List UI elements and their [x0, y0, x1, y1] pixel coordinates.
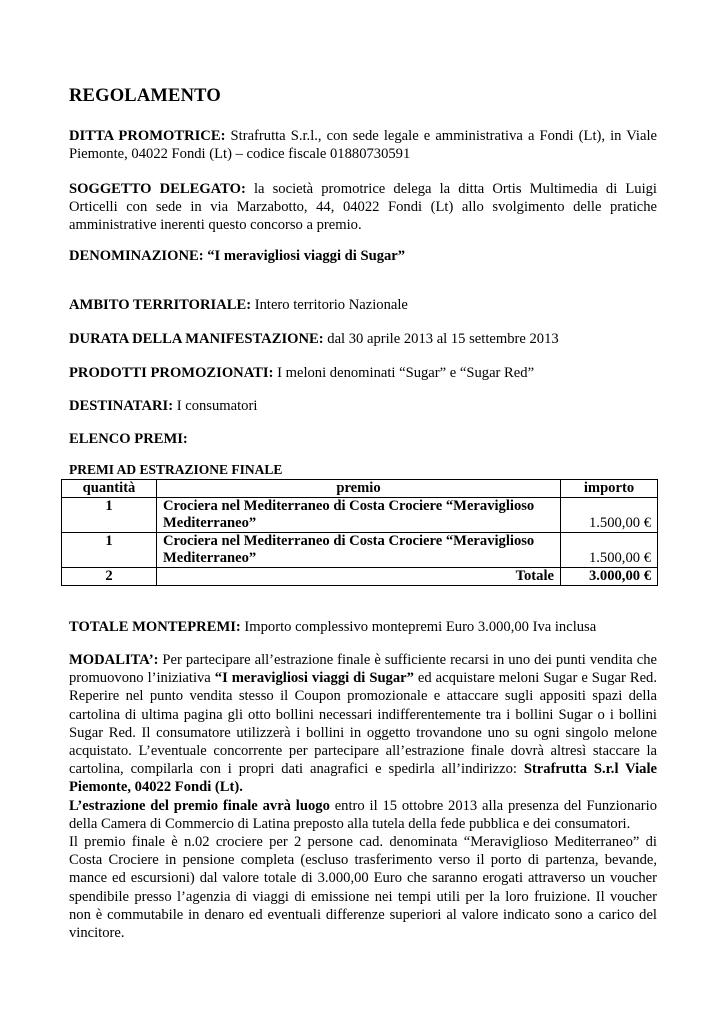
row-amount: 1.500,00 €: [561, 533, 658, 568]
row-quantity: 1: [62, 498, 157, 533]
destinatari-label: DESTINATARI:: [69, 398, 174, 414]
table-caption: PREMI AD ESTRAZIONE FINALE: [69, 462, 283, 477]
table-row: [62, 498, 658, 533]
ditta-promotrice-label: DITTA PROMOTRICE:: [69, 128, 226, 144]
total-label: Totale: [157, 568, 561, 586]
modalita-text-3: entro il 15 ottobre 2013 alla presenza del Funzionario della Camera di Commercio di Latina preposto alla tutela della fede pubblica e dei consumatori.: [69, 797, 658, 832]
prodotti-text: I meloni denominati “Sugar” e “Sugar Red”: [273, 365, 535, 381]
modalita-address: Strafrutta S.r.l Viale Piemonte, 04022 Fondi (Lt).: [69, 761, 657, 796]
table-total-row: [62, 568, 658, 586]
modalita-label: MODALITA’:: [69, 652, 159, 668]
elenco-premi-heading: [69, 430, 657, 448]
montepremi-paragraph: [69, 618, 657, 636]
prodotti-paragraph: [69, 364, 657, 382]
modalita-text-2: ed acquistare meloni Sugar e Sugar Red. Reperire nel punto vendita stesso il Coupon promozionale e attaccare sugli appositi spazi della cartolina di ultima pagina gli otto bollini necessari indifferentemente tra i bollini Sugar o i bollini Sugar Red. Il consumatore utilizzerà i bollini in oggetto trovandone uno su ogni singolo melone acquistato. L’eventuale concorrente per partecipare all’estrazione finale dovrà altresì staccare la cartolina, compilarla con i propri dati anagrafici e spedirla all’indirizzo:: [69, 670, 657, 778]
destinatari-paragraph: [69, 397, 657, 415]
durata-label: DURATA DELLA MANIFESTAZIONE:: [69, 331, 324, 347]
modalita-paragraph: [69, 651, 657, 942]
document-title: REGOLAMENTO: [69, 86, 221, 106]
montepremi-text: Importo complessivo montepremi Euro 3.000,00 Iva inclusa: [240, 619, 597, 635]
prizes-table: [61, 479, 658, 586]
ambito-territoriale-text: Intero territorio Nazionale: [251, 297, 408, 313]
header-importo: importo: [561, 480, 658, 498]
soggetto-delegato-label: SOGGETTO DELEGATO:: [69, 181, 246, 197]
denominazione-label: DENOMINAZIONE:: [69, 248, 204, 264]
montepremi-label: TOTALE MONTEPREMI:: [69, 619, 241, 635]
table-row: [62, 533, 658, 568]
elenco-premi-label: ELENCO PREMI:: [69, 431, 188, 447]
header-premio: premio: [157, 480, 561, 498]
durata-text: dal 30 aprile 2013 al 15 settembre 2013: [323, 331, 559, 347]
modalita-campaign-name: “I meravigliosi viaggi di Sugar”: [214, 670, 414, 687]
row-quantity: 1: [62, 533, 157, 568]
table-header-row: [62, 480, 658, 498]
denominazione-text: “I meravigliosi viaggi di Sugar”: [203, 248, 406, 264]
total-quantity: 2: [62, 568, 157, 586]
modalita-text-1: Per partecipare all’estrazione finale è sufficiente recarsi in uno dei punti vendita che promuovono l’iniziativa: [69, 652, 657, 687]
row-amount: 1.500,00 €: [561, 498, 658, 533]
ambito-territoriale-paragraph: [69, 296, 657, 314]
durata-paragraph: [69, 330, 657, 348]
total-amount: 3.000,00 €: [561, 568, 658, 586]
ditta-promotrice-paragraph: [69, 127, 657, 163]
ditta-promotrice-text: Strafrutta S.r.l., con sede legale e amministrativa a Fondi (Lt), in Viale Piemonte, 04022 Fondi (Lt) – codice fiscale 01880730591: [69, 128, 657, 163]
denominazione-paragraph: [69, 247, 657, 265]
row-prize: Crociera nel Mediterraneo di Costa Crociere “Meraviglioso Mediterraneo”: [157, 533, 561, 568]
row-prize: Crociera nel Mediterraneo di Costa Crociere “Meraviglioso Mediterraneo”: [157, 498, 561, 533]
prodotti-label: PRODOTTI PROMOZIONATI:: [69, 365, 274, 381]
soggetto-delegato-paragraph: [69, 180, 657, 235]
ambito-territoriale-label: AMBITO TERRITORIALE:: [69, 297, 252, 313]
header-quantita: quantità: [62, 480, 157, 498]
modalita-estrazione-label: L’estrazione del premio finale avrà luogo: [69, 797, 330, 814]
soggetto-delegato-text: la società promotrice delega la ditta Ortis Multimedia di Luigi Orticelli con sede in via Marzabotto, 44, 04022 Fondi (Lt) allo svolgimento delle pratiche amministrative inerenti questo concorso a premio.: [69, 181, 657, 234]
destinatari-text: I consumatori: [173, 398, 258, 414]
modalita-text-4: Il premio finale è n.02 crociere per 2 persone cad. denominata “Meraviglioso Mediterraneo” di Costa Crociere in pensione completa (escluso trasferimento verso il porto di partenza, bevande, mance ed escursioni) dal valore totale di 3.000,00 Euro che saranno erogati attraverso un voucher spendibile presso l’agenzia di viaggi di emissione nei tempi utili per la loro fruizione. Il voucher non è commutabile in denaro ed eventuali differenze superiori al valore indicato sono a carico del vincitore.: [69, 834, 657, 942]
